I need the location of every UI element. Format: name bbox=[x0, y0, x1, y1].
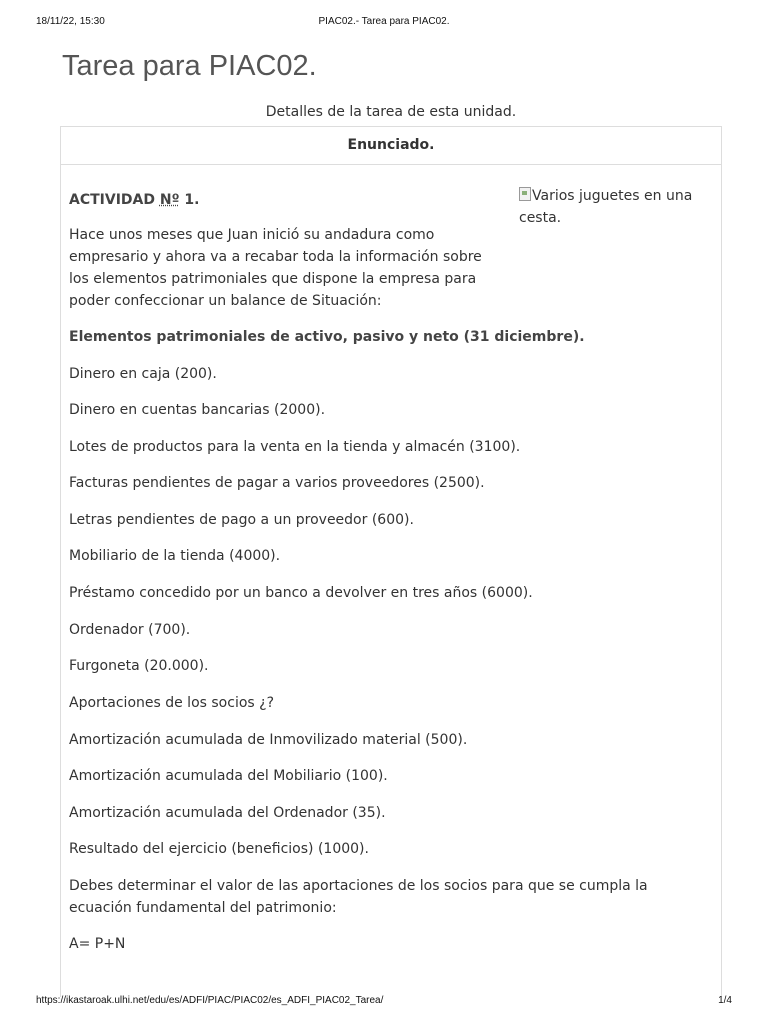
list-item: Amortización acumulada del Ordenador (35). bbox=[69, 805, 386, 821]
print-header bbox=[36, 16, 732, 30]
page-number: 1/4 bbox=[718, 995, 732, 1006]
section-heading: Elementos patrimoniales de activo, pasivo y neto (31 diciembre). bbox=[69, 329, 585, 345]
number-abbreviation: Nº bbox=[159, 192, 180, 208]
table-caption: Detalles de la tarea de esta unidad. bbox=[265, 104, 517, 120]
list-item: Préstamo concedido por un banco a devolver en tres años (6000). bbox=[69, 585, 533, 601]
task-table bbox=[60, 126, 722, 997]
list-item: Letras pendientes de pago a un proveedor (600). bbox=[69, 512, 414, 528]
list-item: Furgoneta (20.000). bbox=[69, 658, 209, 674]
broken-image-placeholder bbox=[519, 185, 714, 229]
table-header-enunciado: Enunciado. bbox=[61, 127, 721, 165]
print-document-title: PIAC02.- Tarea para PIAC02. bbox=[318, 16, 450, 27]
conclusion-text: Debes determinar el valor de las aportaciones de los socios para que se cumpla la ecuación fundamental del patrimonio: bbox=[69, 878, 648, 916]
list-item: Resultado del ejercicio (beneficios) (1000). bbox=[69, 841, 369, 857]
equation: A= P+N bbox=[69, 936, 126, 952]
print-url: https://ikastaroak.ulhi.net/edu/es/ADFI/PIAC/PIAC02/es_ADFI_PIAC02_Tarea/ bbox=[36, 995, 384, 1006]
print-footer bbox=[36, 995, 732, 1009]
list-item: Mobiliario de la tienda (4000). bbox=[69, 548, 281, 564]
page-title: Tarea para PIAC02. bbox=[62, 50, 317, 82]
list-item: Amortización acumulada del Mobiliario (100). bbox=[69, 768, 388, 784]
image-alt-text: Varios juguetes en una cesta. bbox=[519, 188, 693, 226]
print-datetime: 18/11/22, 15:30 bbox=[36, 16, 105, 27]
list-item: Facturas pendientes de pagar a varios proveedores (2500). bbox=[69, 475, 485, 491]
list-item: Ordenador (700). bbox=[69, 622, 191, 638]
activity-title-prefix: ACTIVIDAD bbox=[69, 192, 160, 208]
list-item: Dinero en caja (200). bbox=[69, 366, 217, 382]
activity-intro: Hace unos meses que Juan inició su andadura como empresario y ahora va a recabar toda la información sobre los elementos patrimoniales que dispone la empresa para poder confeccionar un balance de Situación: bbox=[69, 227, 482, 309]
list-item: Dinero en cuentas bancarias (2000). bbox=[69, 402, 326, 418]
list-item: Aportaciones de los socios ¿? bbox=[69, 695, 275, 711]
list-item: Amortización acumulada de Inmovilizado material (500). bbox=[69, 732, 468, 748]
activity-title-number: 1. bbox=[179, 192, 200, 208]
broken-image-icon bbox=[519, 187, 531, 201]
list-item: Lotes de productos para la venta en la tienda y almacén (3100). bbox=[69, 439, 521, 455]
activity-title bbox=[69, 189, 199, 211]
